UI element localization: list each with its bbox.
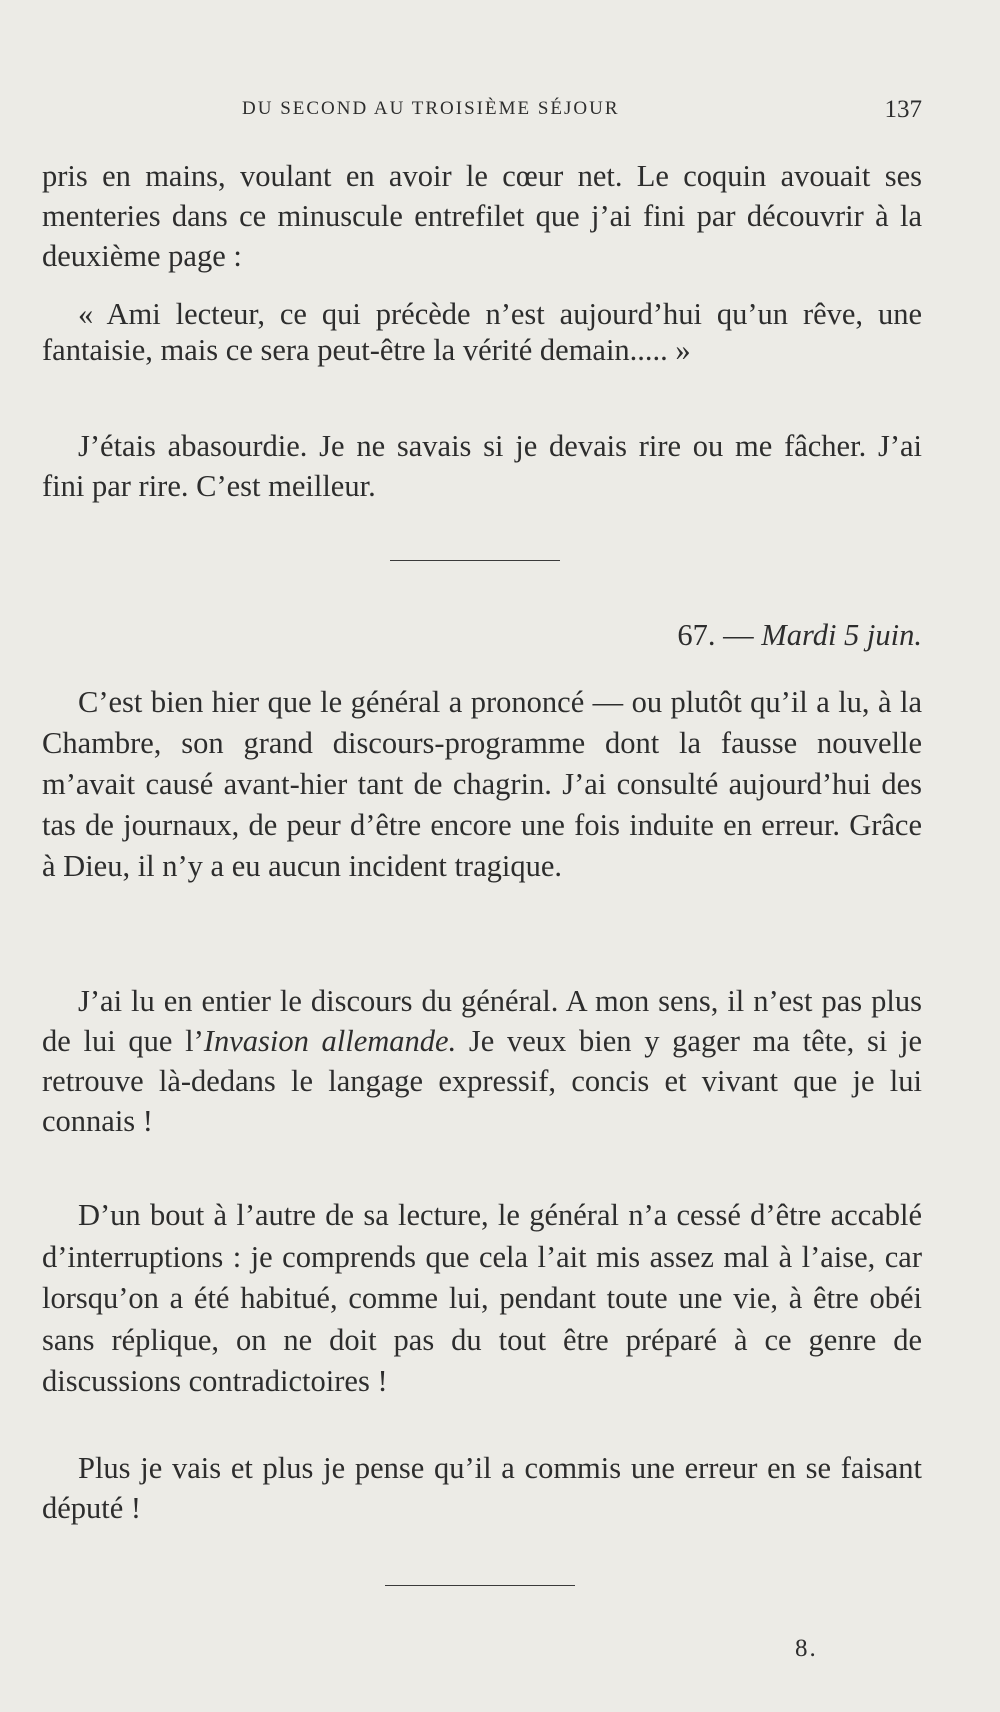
entry-paragraph-2-end: Je veux bien y gager ma tête, si je retrouve là-dedans le langage expressif, concis et vivant que je lui connais ! (42, 1024, 923, 1138)
entry-paragraph-1: C’est bien hier que le général a prononcé — ou plutôt qu’il a lu, à la Chambre, son grand discours-programme dont la fausse nouvelle m’avait causé avant-hier tant de chagrin. J’ai consulté aujourd’hui des tas de journaux, de peur d’être encore une fois induite en erreur. Grâce à Dieu, il n’y a eu aucun incident tragique. (42, 685, 922, 883)
entry-number: 67. — (677, 618, 762, 652)
book-title-italic: Invasion allemande. (203, 1024, 457, 1058)
running-title: DU SECOND AU TROISIÈME SÉJOUR (242, 98, 620, 119)
section-divider (390, 560, 560, 561)
entry-date: Mardi 5 juin. (761, 618, 922, 652)
bottom-divider (385, 1585, 575, 1586)
signature-mark: 8. (795, 1635, 818, 1662)
paragraph-continuation: pris en mains, voulant en avoir le cœur net. Le coquin avouait ses menteries dans ce minuscule entrefilet que j’ai fini par découvrir à la deuxième page : (42, 159, 922, 273)
entry-heading (677, 618, 922, 653)
entry-paragraph-2 (42, 981, 922, 1141)
entry-paragraph-2-start: J’ai lu en entier le discours du général. A mon sens, il n’est pas plus de lui que l’ (42, 984, 922, 1058)
entry-paragraph-4: Plus je vais et plus je pense qu’il a commis une erreur en se faisant député ! (42, 1451, 922, 1525)
entry-paragraph-3: D’un bout à l’autre de sa lecture, le général n’a cessé d’être accablé d’interruptions : je comprends que cela l’ait mis assez mal à l’aise, car lorsqu’on a été habitué, comme lui, pendant toute une vie, à être obéi sans réplique, on ne doit pas du tout être préparé à ce genre de discussions contradictoires ! (42, 1198, 922, 1398)
page-number: 137 (884, 96, 922, 123)
paragraph-quote: « Ami lecteur, ce qui précède n’est aujourd’hui qu’un rêve, une fantaisie, mais ce sera peut-être la vérité demain..... » (42, 297, 922, 367)
paragraph-reaction: J’étais abasourdie. Je ne savais si je devais rire ou me fâcher. J’ai fini par rire. C’est meilleur. (42, 429, 922, 503)
page-header (42, 96, 922, 128)
